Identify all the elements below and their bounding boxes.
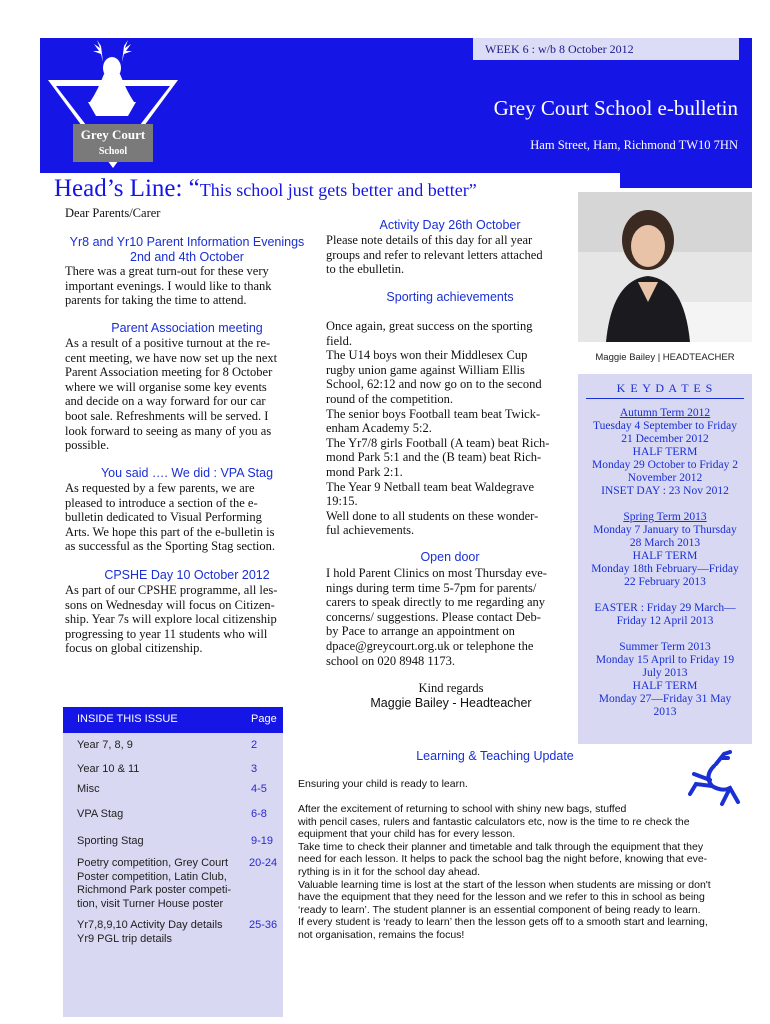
text-line: groups and refer to relevant letters attached: [326, 247, 543, 262]
toc-item[interactable]: Misc: [77, 783, 100, 795]
portrait-icon: [578, 192, 752, 374]
date-line: Monday 15 April to Friday 19: [595, 654, 735, 666]
page-title: [54, 175, 477, 203]
text-line: rything is in it for the school day ahead.: [298, 865, 481, 878]
paragraph: [65, 583, 315, 656]
text-line: parents for taking the time to attend.: [65, 293, 247, 308]
date-line: Monday 7 January to Thursday: [593, 524, 737, 536]
text-line: I hold Parent Clinics on most Thursday eve-: [326, 566, 547, 580]
section-heading: Activity Day 26th October: [379, 218, 521, 232]
paragraph: [326, 319, 578, 538]
date-line: Monday 29 October to Friday 2: [592, 459, 738, 471]
text-line: Once again, great success on the sporting: [326, 319, 533, 333]
text-line: field.: [326, 333, 353, 348]
toc-item[interactable]: Year 10 & 11: [77, 763, 140, 775]
text-line: sons on Wednesday will focus on Citizen-: [65, 597, 275, 612]
text-line: The senior boys Football team beat Twick-: [326, 406, 541, 421]
stag-icon: [686, 750, 742, 810]
text-line: carers to speak directly to me regarding any: [326, 595, 546, 610]
section-heading: You said …. We did : VPA Stag: [100, 466, 274, 480]
summer-term-heading: Summer Term 2013: [619, 641, 711, 653]
toc-line: Richmond Park poster competi-: [77, 884, 232, 896]
toc-line: Poster competition, Latin Club,: [77, 870, 227, 883]
paragraph: [326, 233, 578, 277]
logo-text-1: Grey Court: [80, 127, 146, 142]
text-line: Well done to all students on these wonder-: [326, 508, 539, 523]
text-line: As a result of a positive turnout at the re-: [65, 336, 271, 350]
date-line: 21 December 2012: [621, 433, 709, 445]
paragraph: [65, 264, 315, 308]
date-line: Tuesday 4 September to Friday: [593, 420, 737, 432]
text-line: by Pace to arrange an appointment on: [326, 624, 515, 639]
toc-item[interactable]: VPA Stag: [77, 808, 124, 820]
text-line: with pencil cases, rulers and fantastic calculators etc, now is the time to re check the: [298, 815, 690, 828]
school-logo: [46, 40, 180, 170]
school-address: Ham Street, Ham, Richmond TW10 7HN: [530, 138, 738, 152]
text-line: School, 62:12 and now go on to the second: [326, 377, 542, 392]
section-heading: [62, 235, 312, 265]
toc-page: 20-24: [249, 857, 278, 869]
text-line: equipment that your child has for every lesson.: [298, 828, 516, 841]
section-heading: Sporting achievements: [386, 290, 514, 304]
text-line: ‘ready to learn’. The student planner is an essential component of being ready to learn.: [298, 903, 701, 916]
learning-intro: Ensuring your child is ready to learn.: [298, 778, 468, 790]
paragraph: [326, 566, 578, 668]
text-line: and decide on a way forward for our car: [65, 394, 266, 409]
issue-header: [63, 707, 283, 733]
section-heading: Open door: [420, 550, 480, 564]
section-heading: Learning & Teaching Update: [416, 749, 574, 763]
text-line: concerns/ suggestions. Please contact Deb-: [326, 609, 541, 624]
autumn-term-heading: Autumn Term 2012: [619, 407, 711, 419]
headteacher-photo: [578, 192, 752, 374]
text-line: round of the competition.: [326, 391, 454, 406]
text-line: ful achievements.: [326, 523, 415, 538]
text-line: possible.: [65, 438, 110, 453]
text-line: There was a great turn-out for these very: [65, 264, 269, 278]
toc-item[interactable]: [77, 857, 231, 911]
date-line: 2013: [653, 706, 677, 718]
text-line: The Year 9 Netball team beat Waldegrave: [326, 479, 535, 494]
heading-line: Yr8 and Yr10 Parent Information Evenings: [69, 235, 305, 249]
text-line: boot sale. Refreshments will be served. I: [65, 408, 269, 423]
date-line: INSET DAY : 23 Nov 2012: [601, 485, 729, 497]
heading-line: 2nd and 4th October: [130, 250, 244, 264]
key-dates-panel: [578, 374, 752, 744]
headline-quote: This school just gets better and better”: [199, 180, 477, 200]
toc-item[interactable]: [77, 919, 223, 946]
date-line: EASTER : Friday 29 March—: [594, 602, 736, 614]
text-line: rugby union game against William Ellis: [326, 362, 525, 377]
toc-line: tion, visit Turner House poster: [77, 897, 224, 910]
date-line: HALF TERM: [632, 680, 698, 692]
headline-main: Head’s Line: “: [54, 175, 200, 202]
date-line: November 2012: [627, 472, 703, 484]
text-line: nings during term time 5-7pm for parents/: [326, 580, 537, 595]
toc-item[interactable]: Sporting Stag: [77, 835, 144, 847]
text-line: as successful as the Sporting Stag section.: [65, 539, 276, 554]
paragraph: [65, 481, 315, 554]
text-line: where we will organise some key events: [65, 379, 267, 394]
text-line: Valuable learning time is lost at the start of the lesson when students are missing or don't: [298, 878, 711, 891]
text-line: cent meeting, we have now set up the next: [65, 350, 278, 365]
date-line: HALF TERM: [632, 550, 698, 562]
text-line: ship. Year 7s will explore local citizenship: [65, 612, 277, 627]
section-heading: Parent Association meeting: [111, 321, 263, 335]
text-line: need for each lesson. It helps to pack the school bag the night before, knowing that eve-: [298, 853, 708, 866]
toc-page: 3: [251, 763, 258, 775]
page-label: Page: [251, 713, 277, 725]
text-line: The Yr7/8 girls Football (A team) beat Rich-: [326, 435, 550, 450]
closing-regards: Kind regards: [418, 681, 484, 695]
toc-line: Yr9 PGL trip details: [77, 932, 172, 945]
issue-heading: INSIDE THIS ISSUE: [77, 713, 178, 725]
text-line: progressing to year 11 students who will: [65, 626, 268, 641]
text-line: As part of our CPSHE programme, all les-: [65, 583, 278, 597]
text-line: As requested by a few parents, we are: [65, 481, 255, 495]
date-line: July 2013: [642, 667, 688, 679]
toc-page: 25-36: [249, 919, 278, 931]
photo-caption: Maggie Bailey | HEADTEACHER: [595, 352, 735, 363]
text-line: school on 020 8948 1173.: [326, 653, 456, 668]
paragraph: [65, 336, 315, 453]
toc-page: 4-5: [251, 783, 267, 795]
toc-page: 9-19: [251, 835, 274, 847]
spring-term-heading: Spring Term 2013: [623, 511, 707, 523]
leaping-stag-icon: [686, 750, 742, 810]
text-line: important evenings. I would like to thank: [65, 278, 272, 293]
signature: Maggie Bailey - Headteacher: [370, 696, 532, 710]
text-line: enham Academy 5:2.: [326, 421, 432, 436]
text-line: Please note details of this day for all year: [326, 233, 533, 247]
text-line: mond Park 5:1 and the (B team) beat Rich-: [326, 450, 542, 465]
text-line: 19:15.: [326, 494, 358, 509]
text-line: look forward to seeing as many of you as: [65, 423, 272, 438]
date-line: 28 March 2013: [629, 537, 701, 549]
text-line: not organisation, remains the focus!: [298, 928, 465, 941]
toc-line: Yr7,8,9,10 Activity Day details: [77, 919, 223, 931]
inside-this-issue: [63, 707, 283, 1017]
text-line: pleased to introduce a section of the e-: [65, 495, 258, 510]
date-line: 22 February 2013: [624, 576, 706, 588]
text-line: If every student is ‘ready to learn’ then the lesson gets off to a smooth start and learning,: [298, 916, 708, 929]
toc-line: Poetry competition, Grey Court: [77, 857, 229, 869]
text-line: dpace@greycourt.org.uk or telephone the: [326, 638, 534, 653]
section-heading: CPSHE Day 10 October 2012: [104, 568, 270, 582]
text-line: have the equipment that they need for the lesson and we refer to this in school as being: [298, 891, 705, 904]
text-line: mond Park 2:1.: [326, 464, 403, 479]
learning-paragraph: [298, 803, 748, 942]
text-line: The U14 boys won their Middlesex Cup: [326, 348, 528, 363]
text-line: bulletin dedicated to Visual Performing: [65, 510, 262, 525]
text-line: Take time to check their planner and timetable and talk through the equipment that they: [298, 840, 704, 853]
date-line: Monday 27—Friday 31 May: [598, 693, 732, 705]
key-dates-title: K E Y D A T E S: [616, 381, 714, 395]
date-line: HALF TERM: [632, 446, 698, 458]
stag-crest-icon: [46, 40, 180, 170]
text-line: Arts. We hope this part of the e-bulletin is: [65, 524, 275, 539]
toc-item[interactable]: Year 7, 8, 9: [77, 739, 133, 751]
date-line: Friday 12 April 2013: [616, 615, 714, 627]
greeting: Dear Parents/Carer: [65, 206, 161, 220]
logo-text-2: School: [98, 146, 128, 157]
week-label: WEEK 6 : w/b 8 October 2012: [473, 38, 739, 60]
text-line: focus on global citizenship.: [65, 641, 203, 656]
text-line: Parent Association meeting for 8 October: [65, 365, 273, 380]
text-line: After the excitement of returning to school with shiny new bags, stuffed: [298, 803, 627, 815]
divider: [586, 398, 744, 399]
toc-page: 6-8: [251, 808, 267, 820]
toc-page: 2: [251, 739, 258, 751]
text-line: to the ebulletin.: [326, 262, 405, 277]
date-line: Monday 18th February—Friday: [591, 563, 739, 575]
headline-bar: [40, 170, 620, 209]
school-title: Grey Court School e-bulletin: [493, 96, 738, 120]
